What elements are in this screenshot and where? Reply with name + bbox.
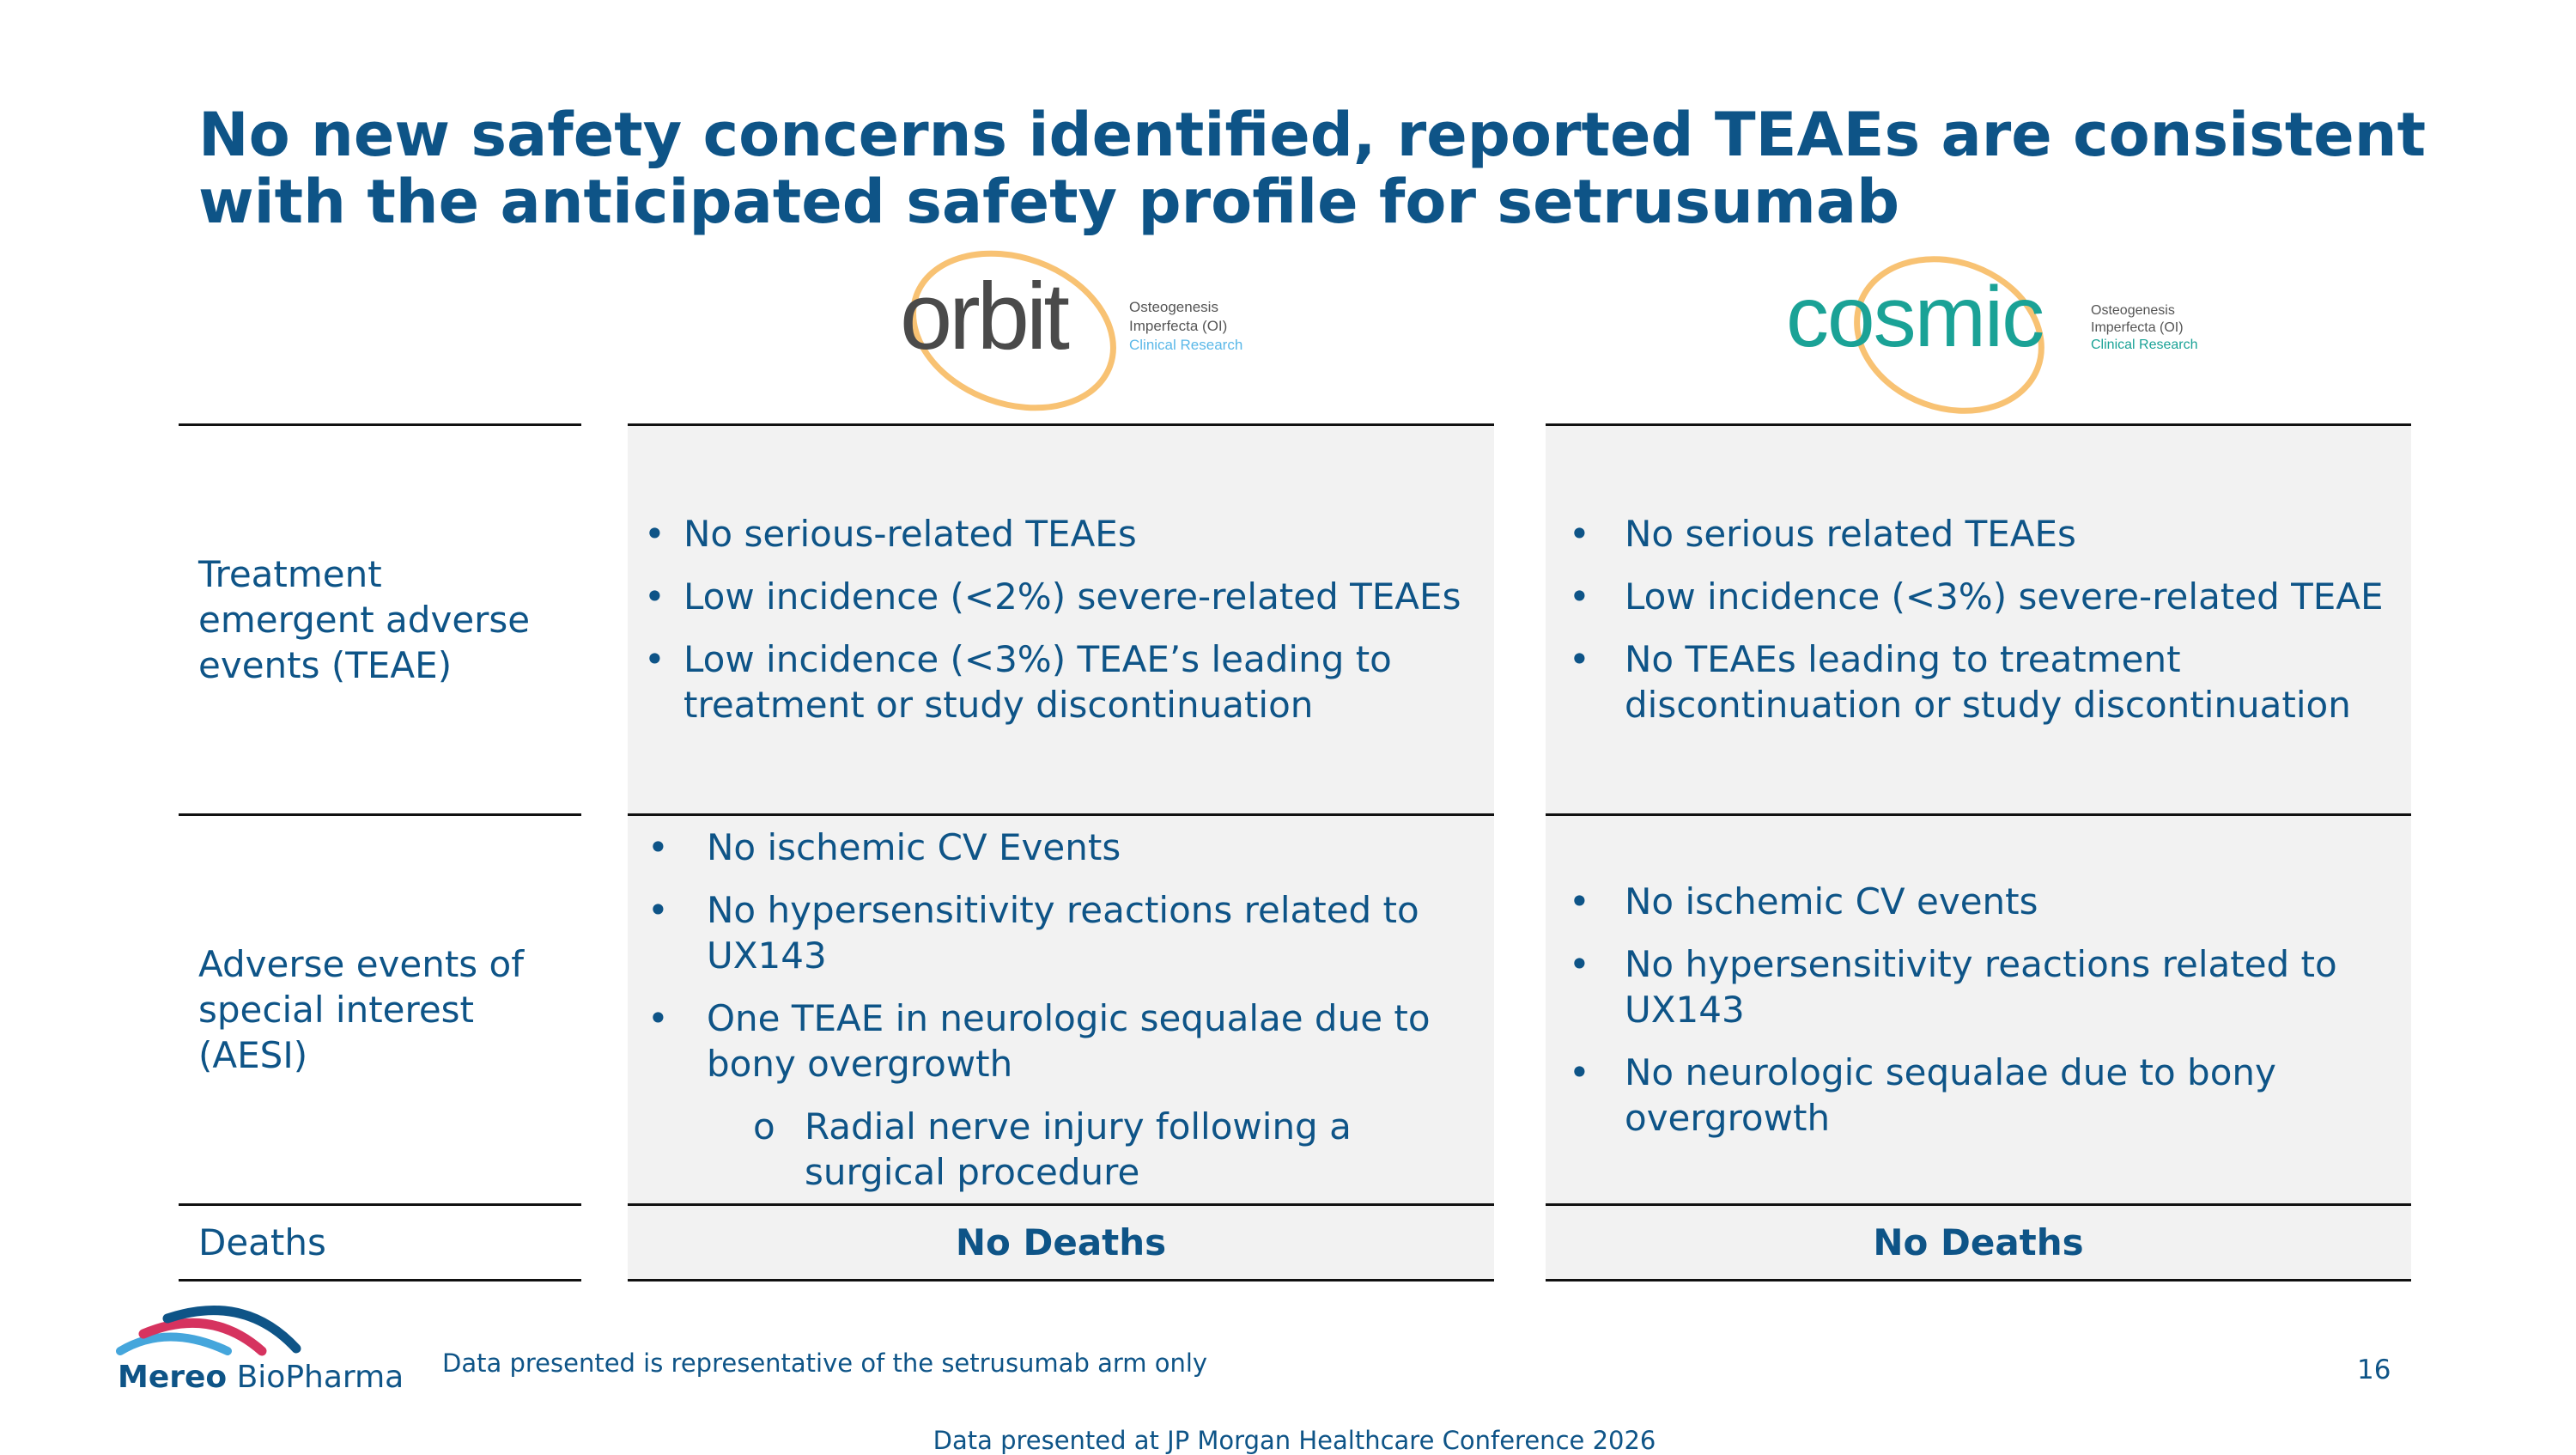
- bullet-icon: •: [644, 575, 665, 618]
- slide-title: No new safety concerns identified, reported TEAEs are consistent with the anticipated safety profile for setrusumab: [198, 100, 2427, 237]
- mereo-biopharma-logo: [116, 1301, 408, 1400]
- orbit-teae-item: Low incidence (<3%) TEAE’s leading to treatment or study discontinuation: [683, 638, 1392, 726]
- orbit-teae-item: No serious-related TEAEs: [683, 513, 1137, 555]
- sub-bullet-icon: o: [753, 1105, 775, 1148]
- cosmic-aesi-item: No hypersensitivity reactions related to UX143: [1625, 942, 2337, 1031]
- cosmic-line3: Clinical Research: [2091, 338, 2198, 352]
- footnote: Data presented is representative of the setrusumab arm only: [442, 1348, 1208, 1378]
- orbit-aesi-cell: [628, 814, 1494, 1204]
- orbit-wordmark: orbit: [900, 264, 1066, 369]
- divider: [1546, 813, 2411, 816]
- mereo-wordmark-bold: Mereo: [118, 1360, 228, 1395]
- conference-note: Data presented at JP Morgan Healthcare Conference 2026: [933, 1426, 1656, 1455]
- divider: [179, 423, 581, 426]
- divider: [179, 1203, 581, 1206]
- mereo-wordmark-rest: BioPharma: [236, 1360, 404, 1395]
- bullet-icon: •: [647, 825, 669, 868]
- cosmic-aesi-item: No neurologic sequalae due to bony overgrowth: [1625, 1050, 2276, 1139]
- orbit-teae-item: Low incidence (<2%) severe-related TEAEs: [683, 575, 1461, 618]
- cosmic-wordmark: cosmic: [1786, 269, 2044, 365]
- bullet-icon: •: [644, 513, 665, 555]
- divider: [628, 813, 1494, 816]
- bullet-icon: •: [1569, 513, 1590, 555]
- cosmic-teae-item: No serious related TEAEs: [1625, 513, 2076, 555]
- divider: [1546, 1203, 2411, 1206]
- orbit-aesi-subitem: Radial nerve injury following a surgical procedure: [805, 1105, 1352, 1193]
- cosmic-line2: Imperfecta (OI): [2091, 320, 2184, 335]
- divider: [628, 423, 1494, 426]
- bullet-icon: •: [1569, 942, 1590, 985]
- bullet-icon: •: [1569, 638, 1590, 680]
- bullet-icon: •: [647, 888, 669, 931]
- bullet-icon: •: [647, 996, 669, 1039]
- orbit-logo: [893, 245, 1262, 412]
- page-number: 16: [2357, 1355, 2391, 1385]
- cosmic-logo: [1786, 249, 2207, 417]
- cosmic-aesi-item: No ischemic CV events: [1625, 880, 2038, 922]
- bullet-icon: •: [1569, 575, 1590, 618]
- cosmic-teae-cell: [1546, 424, 2411, 814]
- bullet-icon: •: [1569, 880, 1590, 922]
- orbit-line2: Imperfecta (OI): [1129, 318, 1228, 334]
- orbit-aesi-item: No ischemic CV Events: [707, 825, 1121, 868]
- orbit-deaths-cell: No Deaths: [628, 1204, 1494, 1280]
- bullet-icon: •: [644, 638, 665, 680]
- cosmic-teae-item: Low incidence (<3%) severe-related TEAE: [1625, 575, 2384, 618]
- row-label-teae: Treatment emergent adverse events (TEAE): [198, 552, 531, 686]
- divider: [628, 1203, 1494, 1206]
- cosmic-aesi-cell: [1546, 814, 2411, 1204]
- orbit-teae-cell: [628, 424, 1494, 814]
- row-label-deaths: Deaths: [198, 1221, 326, 1263]
- cosmic-deaths-cell: No Deaths: [1546, 1204, 2411, 1280]
- bullet-icon: •: [1569, 1050, 1590, 1093]
- orbit-aesi-item: No hypersensitivity reactions related to UX143: [707, 888, 1419, 977]
- orbit-line1: Osteogenesis: [1129, 299, 1218, 315]
- row-label-aesi: Adverse events of special interest (AESI): [198, 942, 525, 1076]
- cosmic-teae-item: No TEAEs leading to treatment discontinuation or study discontinuation: [1625, 638, 2351, 726]
- orbit-line3: Clinical Research: [1129, 337, 1243, 353]
- cosmic-line1: Osteogenesis: [2091, 303, 2175, 318]
- divider: [179, 1279, 581, 1281]
- orbit-aesi-item: One TEAE in neurologic sequalae due to bony overgrowth: [707, 996, 1431, 1085]
- divider: [1546, 423, 2411, 426]
- divider: [628, 1279, 1494, 1281]
- divider: [179, 813, 581, 816]
- divider: [1546, 1279, 2411, 1281]
